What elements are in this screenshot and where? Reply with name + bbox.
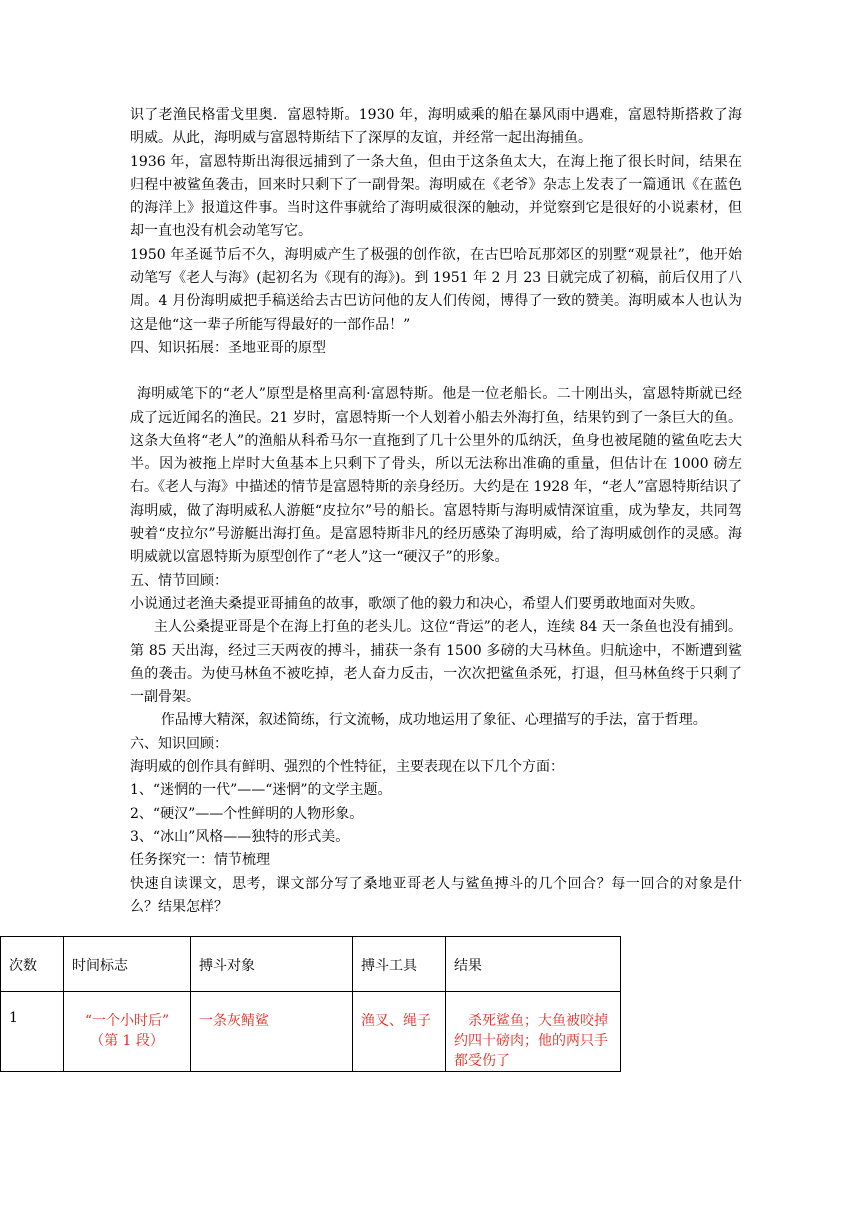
header-result: 结果: [446, 937, 621, 992]
document-body: [130, 104, 742, 919]
section-heading-4: 四、知识拓展：圣地亚哥的原型: [130, 339, 326, 356]
task-question: 快速自读课文，思考，课文部分写了桑地亚哥老人与鲨鱼搏斗的几个回合？每一回合的对象是什么？结果怎样？: [130, 875, 742, 915]
header-target: 搏斗对象: [191, 937, 353, 992]
cell-time-line2: （第 1 段）: [90, 1033, 164, 1049]
paragraph-1950: 1950 年圣诞节后不久，海明威产生了极强的创作欲，在古巴哈瓦那郊区的别墅“观景社”，他开始动笔写《老人与海》(起初名为《现有的海》)。到 1951 年 2 月 23 日就完成了初稿，前后仅用了八周。4 月份海明威把手稿送给去古巴访问他的友人们传阅，博得了一致的赞美。海明威本人也认为这是他“这一辈子所能写得最好的一部作品！”: [130, 246, 742, 333]
section-heading-5: 五、情节回顾：: [130, 572, 228, 589]
paragraph-plot-summary: 小说通过老渔夫桑提亚哥捕鱼的故事，歌颂了他的毅力和决心，希望人们要勇敢地面对失败。: [130, 595, 704, 612]
paragraph-protagonist: 主人公桑提亚哥是个在海上打鱼的老头儿。这位“背运”的老人，连续 84 天一条鱼也没有捕到。第 85 天出海，经过三天两夜的搏斗，捕获一条有 1500 多磅的大马林鱼。归航途中，不断遭到鲨鱼的袭击。为使马林鱼不被吃掉，老人奋力反击，一次次把鲨鱼杀死，打退，但马林鱼终于只剩了一副骨架。: [130, 619, 742, 706]
cell-tool: 渔叉、绳子: [353, 992, 446, 1072]
plot-table: [0, 936, 621, 1072]
cell-target: 一条灰鲭鲨: [191, 992, 353, 1072]
table-header-row: [1, 937, 621, 992]
list-item-1: 1、“迷惘的一代”——“迷惘”的文学主题。: [130, 782, 392, 799]
table-row: [1, 992, 621, 1072]
list-item-3: 3、“冰山”风格——独特的形式美。: [130, 828, 350, 845]
header-tool: 搏斗工具: [353, 937, 446, 992]
list-item-2: 2、“硬汉”——个性鲜明的人物形象。: [130, 805, 364, 822]
header-time: 时间标志: [64, 937, 191, 992]
paragraph-prototype: 海明威笔下的“老人”原型是格里高利·富恩特斯。他是一位老船长。二十刚出头，富恩特斯就已经成了远近闻名的渔民。21 岁时，富恩特斯一个人划着小船去外海打鱼，结果钓到了一条巨大的鱼。这条大鱼将“老人”的渔船从科希马尔一直拖到了几十公里外的瓜纳沃，鱼身也被尾随的鲨鱼吃去大半。因为被拖上岸时大鱼基本上只剩下了骨头，所以无法称出准确的重量，但估计在 1000 磅左右。《老人与海》中描述的情节是富恩特斯的亲身经历。大约是在 1928 年，“老人”富恩特斯结识了海明威，做了海明威私人游艇“皮拉尔”号的船长。富恩特斯与海明威情深谊重，成为挚友，共同驾驶着“皮拉尔”号游艇出海打鱼。是富恩特斯非凡的经历感染了海明威，给了海明威创作的灵感。海明威就以富恩特斯为原型创作了“老人”这一“硬汉子”的形象。: [130, 386, 742, 566]
cell-time-line1: “一个小时后”: [84, 1013, 170, 1029]
cell-result: 杀死鲨鱼；大鱼被咬掉约四十磅肉；他的两只手都受伤了: [446, 992, 621, 1072]
cell-time: [64, 992, 191, 1072]
paragraph-evaluation: 作品博大精深，叙述简练，行文流畅，成功地运用了象征、心理描写的手法，富于哲理。: [160, 712, 707, 729]
header-count: 次数: [1, 937, 64, 992]
paragraph-1936: 1936 年，富恩特斯出海很远捕到了一条大鱼，但由于这条鱼太大，在海上拖了很长时间，结果在归程中被鲨鱼袭击，回来时只剩下了一副骨架。海明威在《老爷》杂志上发表了一篇通讯《在蓝色的海洋上》报道这件事。当时这件事就给了海明威很深的触动，并觉察到它是很好的小说素材，但却一直也没有机会动笔写它。: [130, 153, 742, 240]
section-heading-6: 六、知识回顾：: [130, 735, 228, 752]
paragraph-friendship: 识了老渔民格雷戈里奥．富恩特斯。1930 年，海明威乘的船在暴风雨中遇难，富恩特斯搭救了海明威。从此，海明威与富恩特斯结下了深厚的友谊，并经常一起出海捕鱼。: [130, 107, 742, 147]
spacer: [130, 360, 742, 383]
paragraph-features-intro: 海明威的创作具有鲜明、强烈的个性特征，主要表现在以下几个方面：: [130, 759, 564, 776]
task-heading: 任务探究一：情节梳理: [130, 852, 270, 869]
cell-count: 1: [1, 992, 64, 1072]
